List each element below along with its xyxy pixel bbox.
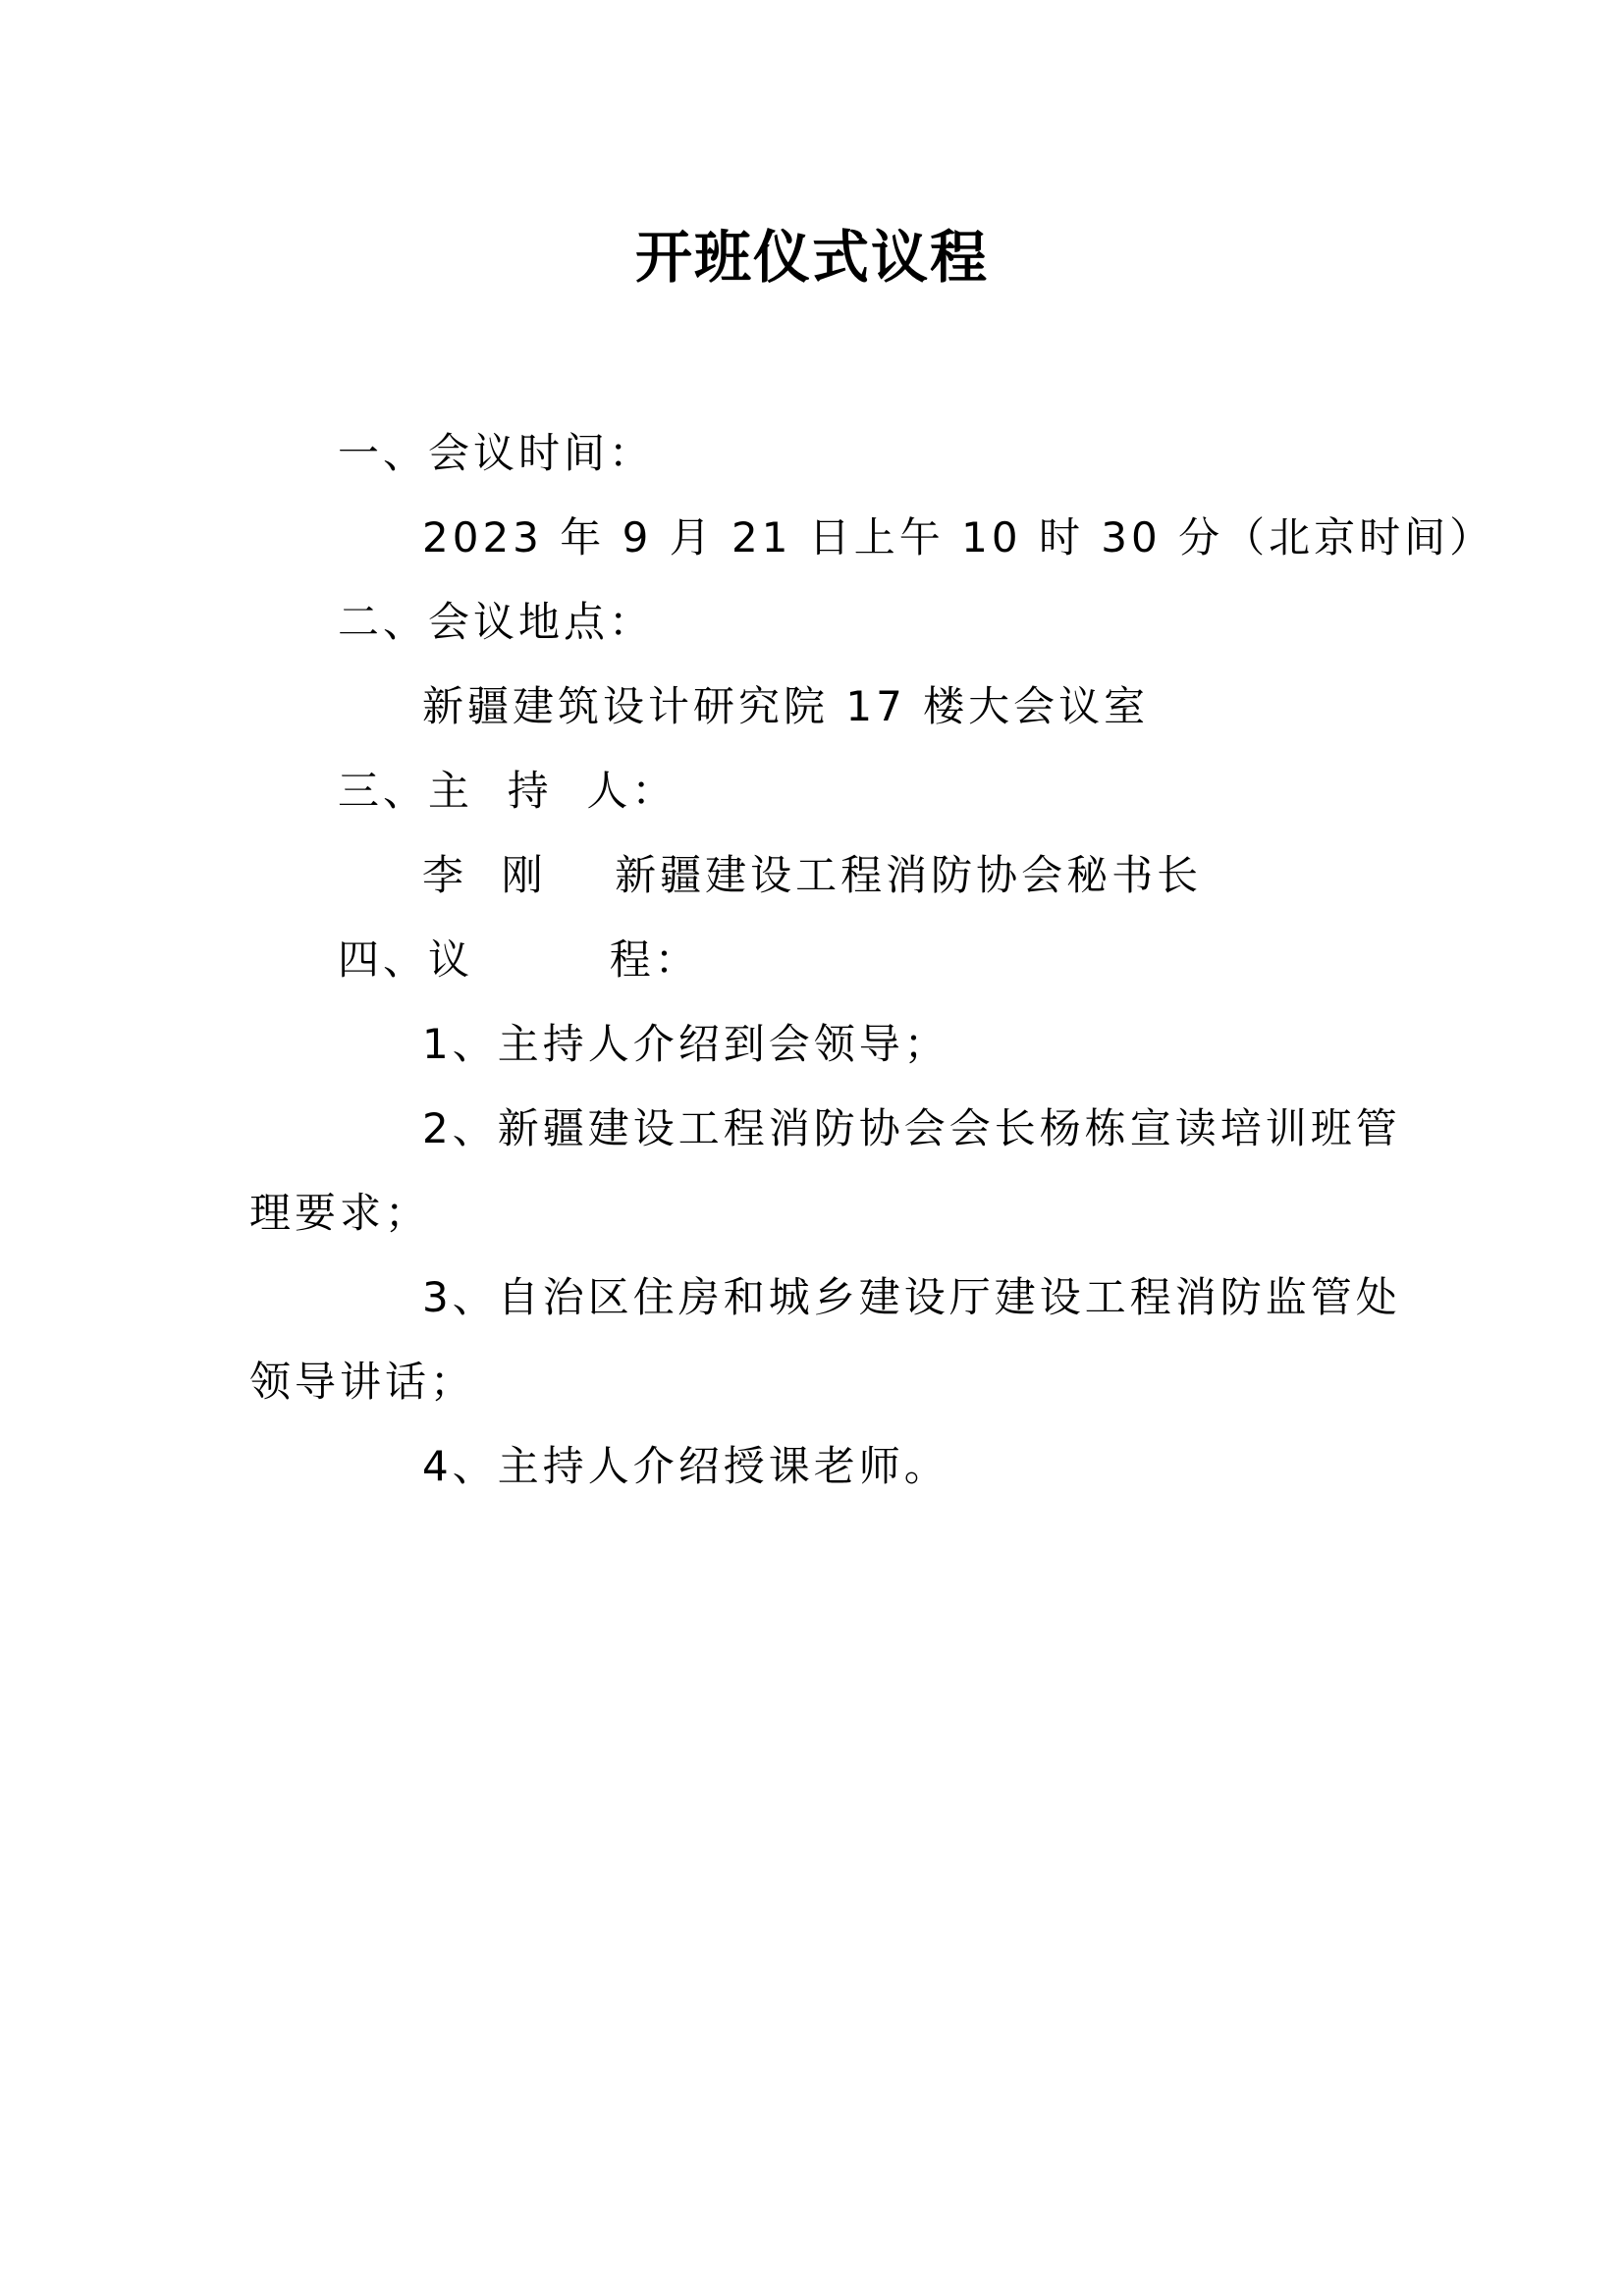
agenda-item-3-continuation: 领导讲话； [249, 1358, 476, 1406]
section-heading-agenda: 四、议 程： [338, 935, 700, 984]
section-heading-time: 一、会议时间： [338, 429, 655, 477]
section-heading-host: 三、主 持 人： [338, 767, 677, 815]
meeting-host: 李 刚 新疆建设工程消防协会秘书长 [422, 851, 1203, 899]
agenda-item-2: 2、新疆建设工程消防协会会长杨栋宣读培训班管 [422, 1104, 1401, 1152]
document-title: 开班仪式议程 [634, 224, 989, 291]
meeting-location: 新疆建筑设计研究院 17 楼大会议室 [422, 682, 1150, 730]
agenda-item-3: 3、自治区住房和城乡建设厅建设工程消防监管处 [422, 1273, 1401, 1321]
agenda-item-2-continuation: 理要求； [249, 1189, 431, 1237]
agenda-item-1: 1、主持人介绍到会领导； [422, 1020, 949, 1068]
agenda-item-4: 4、主持人介绍授课老师。 [422, 1442, 949, 1490]
meeting-time: 2023 年 9 月 21 日上午 10 时 30 分（北京时间） [422, 513, 1495, 561]
section-heading-location: 二、会议地点： [338, 598, 655, 646]
